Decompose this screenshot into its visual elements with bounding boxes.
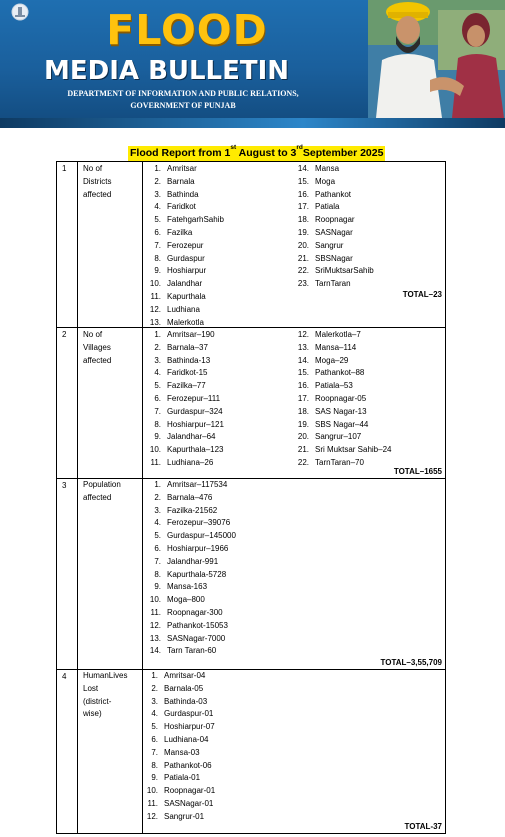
list-item-number: 6.	[154, 227, 161, 237]
list-item-text: Roopnagar-05	[315, 393, 367, 403]
list-item-number: 12.	[146, 811, 158, 821]
list-item-text: Bathinda-13	[167, 355, 211, 365]
list-item	[145, 431, 224, 444]
list-item-text: SBSNagar	[315, 253, 353, 263]
list-item-text: Moga–29	[315, 355, 349, 365]
list-item-text: Jalandhar	[167, 279, 203, 289]
list-item-text: Malerkotla	[167, 317, 204, 327]
list-item-text: Hoshiarpur	[167, 266, 207, 276]
list-item-text: Pathankot-15053	[167, 620, 228, 630]
list-item	[142, 708, 215, 721]
list-item	[293, 406, 391, 419]
list-item-text: SAS Nagar-13	[315, 406, 367, 416]
report-title-part: August to 3	[236, 147, 297, 159]
list-item	[293, 176, 374, 189]
list-item-text: Kapurthala	[167, 291, 206, 301]
report-title-part: September 2025	[302, 147, 384, 159]
list-item-number: 5.	[154, 215, 161, 225]
list-item	[145, 406, 224, 419]
list-item-text: Barnala-05	[164, 683, 204, 693]
village-list-left	[145, 329, 224, 470]
list-item	[145, 380, 224, 393]
list-item-text: Amritsar	[167, 164, 197, 173]
list-item-number: 6.	[154, 543, 161, 553]
list-item	[293, 342, 391, 355]
list-item-number: 10.	[149, 445, 161, 455]
list-item	[142, 798, 215, 811]
list-item-number: 2.	[154, 492, 161, 502]
lives-lost-list	[142, 670, 215, 824]
list-item	[142, 785, 215, 798]
list-item-text: Roopnagar-300	[167, 607, 223, 617]
list-item	[293, 355, 391, 368]
list-item	[145, 329, 224, 342]
list-item-number: 2.	[154, 342, 161, 352]
list-item-text: Pathankot	[315, 189, 352, 199]
list-item-number: 4.	[154, 518, 161, 528]
list-item	[142, 696, 215, 709]
list-item-text: Fazilka–77	[167, 381, 206, 391]
list-item	[145, 240, 224, 253]
list-item	[145, 607, 236, 620]
list-item-text: Gurdaspur	[167, 253, 205, 263]
row-serial-number: 3	[62, 481, 67, 490]
list-item-number: 8.	[154, 253, 161, 263]
list-item-text: Sangrur	[315, 240, 344, 250]
list-item-text: SBS Nagar–44	[315, 419, 369, 429]
bulletin-title-media: MEDIA BULLETIN	[44, 56, 290, 86]
list-item	[293, 444, 391, 457]
list-item-text: Mansa-163	[167, 582, 208, 592]
list-item-text: Pathankot-06	[164, 760, 212, 770]
list-item	[145, 543, 236, 556]
list-item	[145, 189, 224, 202]
flood-report-table	[56, 161, 446, 834]
list-item-number: 4.	[151, 709, 158, 719]
row-label-lives-lost: HumanLives Lost (district-wise)	[83, 671, 128, 719]
list-item-text: Jalandhar–64	[167, 432, 216, 442]
list-item	[145, 569, 236, 582]
list-item-number: 18.	[297, 215, 309, 225]
list-item	[142, 811, 215, 824]
list-item-number: 11.	[150, 291, 161, 301]
list-item-number: 1.	[154, 330, 161, 339]
list-item-text: Ferozepur–39076	[167, 518, 231, 528]
list-item	[293, 278, 374, 291]
government-emblem-icon	[9, 2, 31, 22]
list-item-text: TarnTaran–70	[315, 457, 364, 467]
list-item-number: 10.	[146, 786, 158, 796]
list-item	[293, 253, 374, 266]
list-item-number: 8.	[154, 419, 161, 429]
list-item	[145, 556, 236, 569]
districts-total: TOTAL–23	[402, 290, 442, 299]
list-item-number: 13.	[297, 342, 309, 352]
list-item-text: Malerkotla–7	[315, 330, 361, 339]
list-item-text: Patiala-01	[164, 773, 201, 783]
report-title-superscript: st	[230, 143, 237, 151]
list-item	[142, 772, 215, 785]
list-item-text: Kapurthala-5728	[167, 569, 227, 579]
list-item-number: 3.	[154, 355, 161, 365]
list-item-number: 17.	[297, 393, 309, 403]
list-item-number: 6.	[154, 393, 161, 403]
list-item-number: 9.	[154, 266, 161, 276]
report-title-superscript: rd	[296, 143, 303, 151]
list-item	[145, 517, 236, 530]
list-item	[145, 530, 236, 543]
list-item-text: SriMuktsarSahib	[315, 266, 374, 276]
list-item-text: Gurdaspur-01	[164, 709, 214, 719]
list-item	[145, 253, 224, 266]
list-item-text: Sri Muktsar Sahib–24	[315, 445, 392, 455]
list-item-number: 19.	[297, 227, 309, 237]
list-item-number: 7.	[154, 406, 161, 416]
list-item	[293, 380, 391, 393]
list-item-number: 4.	[154, 368, 161, 378]
list-item	[145, 163, 224, 176]
row-serial-number: 1	[62, 164, 67, 173]
list-item	[145, 419, 224, 432]
list-item-number: 16.	[297, 189, 309, 199]
list-item-text: Ludhiana	[167, 304, 200, 314]
list-item	[145, 265, 224, 278]
list-item	[293, 457, 391, 470]
list-item	[145, 304, 224, 317]
list-item-number: 13.	[149, 633, 161, 643]
list-item-number: 6.	[151, 734, 158, 744]
list-item-number: 11.	[150, 607, 161, 617]
list-item-text: Patiala–53	[315, 381, 353, 391]
list-item-text: Moga	[315, 176, 336, 186]
list-item-number: 11.	[150, 457, 161, 467]
list-item-number: 9.	[154, 432, 161, 442]
list-item-text: Bathinda-03	[164, 696, 208, 706]
list-item-text: Mansa–114	[315, 342, 357, 352]
list-item-text: Faridkot-15	[167, 368, 208, 378]
list-item-text: SASNagar	[315, 227, 353, 237]
list-item	[142, 760, 215, 773]
lives-lost-total: TOTAL-37	[404, 822, 442, 831]
bulletin-title-flood: FLOOD	[106, 6, 268, 54]
list-item	[145, 342, 224, 355]
list-item-number: 13.	[149, 317, 161, 327]
list-item-number: 1.	[154, 164, 161, 173]
list-item	[142, 721, 215, 734]
list-item-number: 21.	[297, 253, 309, 263]
list-item-text: Roopnagar-01	[164, 786, 216, 796]
list-item-number: 21.	[297, 445, 309, 455]
list-item	[142, 670, 215, 683]
list-item-number: 9.	[154, 582, 161, 592]
list-item-text: Bathinda	[167, 189, 199, 199]
list-item	[293, 214, 374, 227]
list-item-number: 11.	[147, 798, 158, 808]
list-item	[293, 227, 374, 240]
row-label-villages: No of Villages affected	[83, 330, 112, 365]
row-serial-number: 4	[62, 672, 67, 681]
list-item-text: SASNagar-01	[164, 798, 214, 808]
list-item-text: SASNagar-7000	[167, 633, 226, 643]
list-item-number: 17.	[297, 202, 309, 212]
list-item-text: Fazilka-21562	[167, 505, 218, 515]
list-item-number: 8.	[151, 760, 158, 770]
list-item-number: 7.	[154, 240, 161, 250]
list-item-text: Sangrur–107	[315, 432, 362, 442]
list-item-text: Tarn Taran-60	[167, 646, 217, 656]
list-item	[145, 227, 224, 240]
list-item	[293, 240, 374, 253]
list-item-number: 12.	[297, 330, 309, 339]
list-item-number: 1.	[151, 671, 158, 680]
list-item-number: 3.	[154, 505, 161, 515]
list-item-text: Sangrur-01	[164, 811, 205, 821]
list-item-text: Moga–800	[167, 595, 205, 605]
list-item-number: 7.	[151, 747, 158, 757]
list-item-text: Amritsar-04	[164, 671, 206, 680]
list-item	[293, 265, 374, 278]
list-item	[145, 594, 236, 607]
list-item-number: 10.	[149, 279, 161, 289]
column-divider	[77, 162, 78, 833]
list-item-text: Hoshiarpur–121	[167, 419, 224, 429]
list-item-text: Pathankot–88	[315, 368, 365, 378]
list-item-text: FatehgarhSahib	[167, 215, 224, 225]
list-item	[293, 367, 391, 380]
list-item	[145, 620, 236, 633]
list-item	[293, 201, 374, 214]
list-item	[142, 734, 215, 747]
list-item	[145, 633, 236, 646]
officials-photo	[368, 0, 505, 118]
district-list-right	[293, 163, 374, 291]
government-name: GOVERNMENT OF PUNJAB	[130, 101, 236, 110]
list-item-number: 5.	[154, 381, 161, 391]
list-item-number: 7.	[154, 556, 161, 566]
row-label-population: Population affected	[83, 480, 121, 502]
list-item-number: 2.	[151, 683, 158, 693]
row-divider	[57, 327, 445, 328]
list-item	[145, 291, 224, 304]
list-item-text: Patiala	[315, 202, 340, 212]
list-item-number: 14.	[149, 646, 161, 656]
district-list-left	[145, 163, 224, 329]
list-item-text: Fazilka	[167, 227, 193, 237]
villages-total: TOTAL–1655	[393, 467, 442, 476]
list-item	[293, 163, 374, 176]
list-item	[145, 201, 224, 214]
list-item-number: 22.	[297, 266, 309, 276]
list-item-number: 3.	[154, 189, 161, 199]
list-item	[293, 419, 391, 432]
report-title	[128, 143, 385, 161]
list-item-number: 16.	[297, 381, 309, 391]
list-item-number: 4.	[154, 202, 161, 212]
list-item	[145, 645, 236, 658]
list-item-number: 22.	[297, 457, 309, 467]
list-item-number: 1.	[154, 480, 161, 489]
report-title-part: Flood Report from 1	[130, 147, 231, 159]
list-item	[145, 505, 236, 518]
list-item-number: 18.	[297, 406, 309, 416]
population-total: TOTAL–3,55,709	[380, 658, 442, 667]
list-item-number: 2.	[154, 176, 161, 186]
list-item	[293, 329, 391, 342]
list-item-text: Gurdaspur–145000	[167, 531, 236, 541]
list-item	[145, 367, 224, 380]
list-item-number: 9.	[151, 773, 158, 783]
list-item-text: Barnala–476	[167, 492, 213, 502]
banner-stripe	[0, 118, 505, 128]
list-item	[145, 479, 236, 492]
list-item-text: Ferozepur–111	[167, 393, 221, 403]
list-item-text: Hoshiarpur–1966	[167, 543, 229, 553]
list-item	[145, 317, 224, 330]
list-item	[142, 683, 215, 696]
list-item-text: Barnala–37	[167, 342, 208, 352]
list-item-text: Ludhiana–26	[167, 457, 214, 467]
list-item	[293, 189, 374, 202]
list-item-text: Faridkot	[167, 202, 196, 212]
list-item-number: 12.	[149, 304, 161, 314]
list-item-number: 15.	[297, 176, 309, 186]
list-item-number: 14.	[297, 355, 309, 365]
list-item-text: Amritsar–190	[167, 330, 215, 339]
list-item-number: 14.	[297, 164, 309, 173]
list-item-number: 10.	[149, 595, 161, 605]
list-item	[145, 214, 224, 227]
list-item	[145, 393, 224, 406]
list-item-number: 20.	[297, 432, 309, 442]
village-list-right	[293, 329, 391, 470]
list-item	[142, 747, 215, 760]
row-label-districts: No of Districts affected	[83, 164, 112, 199]
list-item	[293, 393, 391, 406]
list-item	[145, 176, 224, 189]
list-item-text: Hoshiarpur-07	[164, 722, 215, 732]
list-item	[145, 355, 224, 368]
list-item-number: 5.	[154, 531, 161, 541]
list-item-text: Amritsar–117534	[167, 480, 228, 489]
list-item	[293, 431, 391, 444]
list-item-number: 15.	[297, 368, 309, 378]
list-item-number: 19.	[297, 419, 309, 429]
list-item	[145, 278, 224, 291]
list-item	[145, 492, 236, 505]
list-item-number: 8.	[154, 569, 161, 579]
list-item-text: Jalandhar-991	[167, 556, 219, 566]
department-name: DEPARTMENT OF INFORMATION AND PUBLIC RELATIONS,	[67, 89, 299, 98]
list-item-number: 5.	[151, 722, 158, 732]
list-item-text: Mansa-03	[164, 747, 200, 757]
list-item-text: Ludhiana-04	[164, 734, 209, 744]
row-serial-number: 2	[62, 330, 67, 339]
list-item	[145, 457, 224, 470]
list-item-number: 20.	[297, 240, 309, 250]
list-item-text: Kapurthala–123	[167, 445, 224, 455]
list-item-text: Barnala	[167, 176, 195, 186]
list-item-number: 23.	[297, 279, 309, 289]
list-item-text: Roopnagar	[315, 215, 355, 225]
list-item	[145, 581, 236, 594]
list-item-text: Gurdaspur–324	[167, 406, 223, 416]
list-item-text: TarnTaran	[315, 279, 351, 289]
population-list	[145, 479, 236, 658]
list-item	[145, 444, 224, 457]
list-item-text: Ferozepur	[167, 240, 204, 250]
list-item-number: 3.	[151, 696, 158, 706]
list-item-number: 12.	[149, 620, 161, 630]
list-item-text: Mansa	[315, 164, 340, 173]
header-banner	[0, 0, 505, 128]
